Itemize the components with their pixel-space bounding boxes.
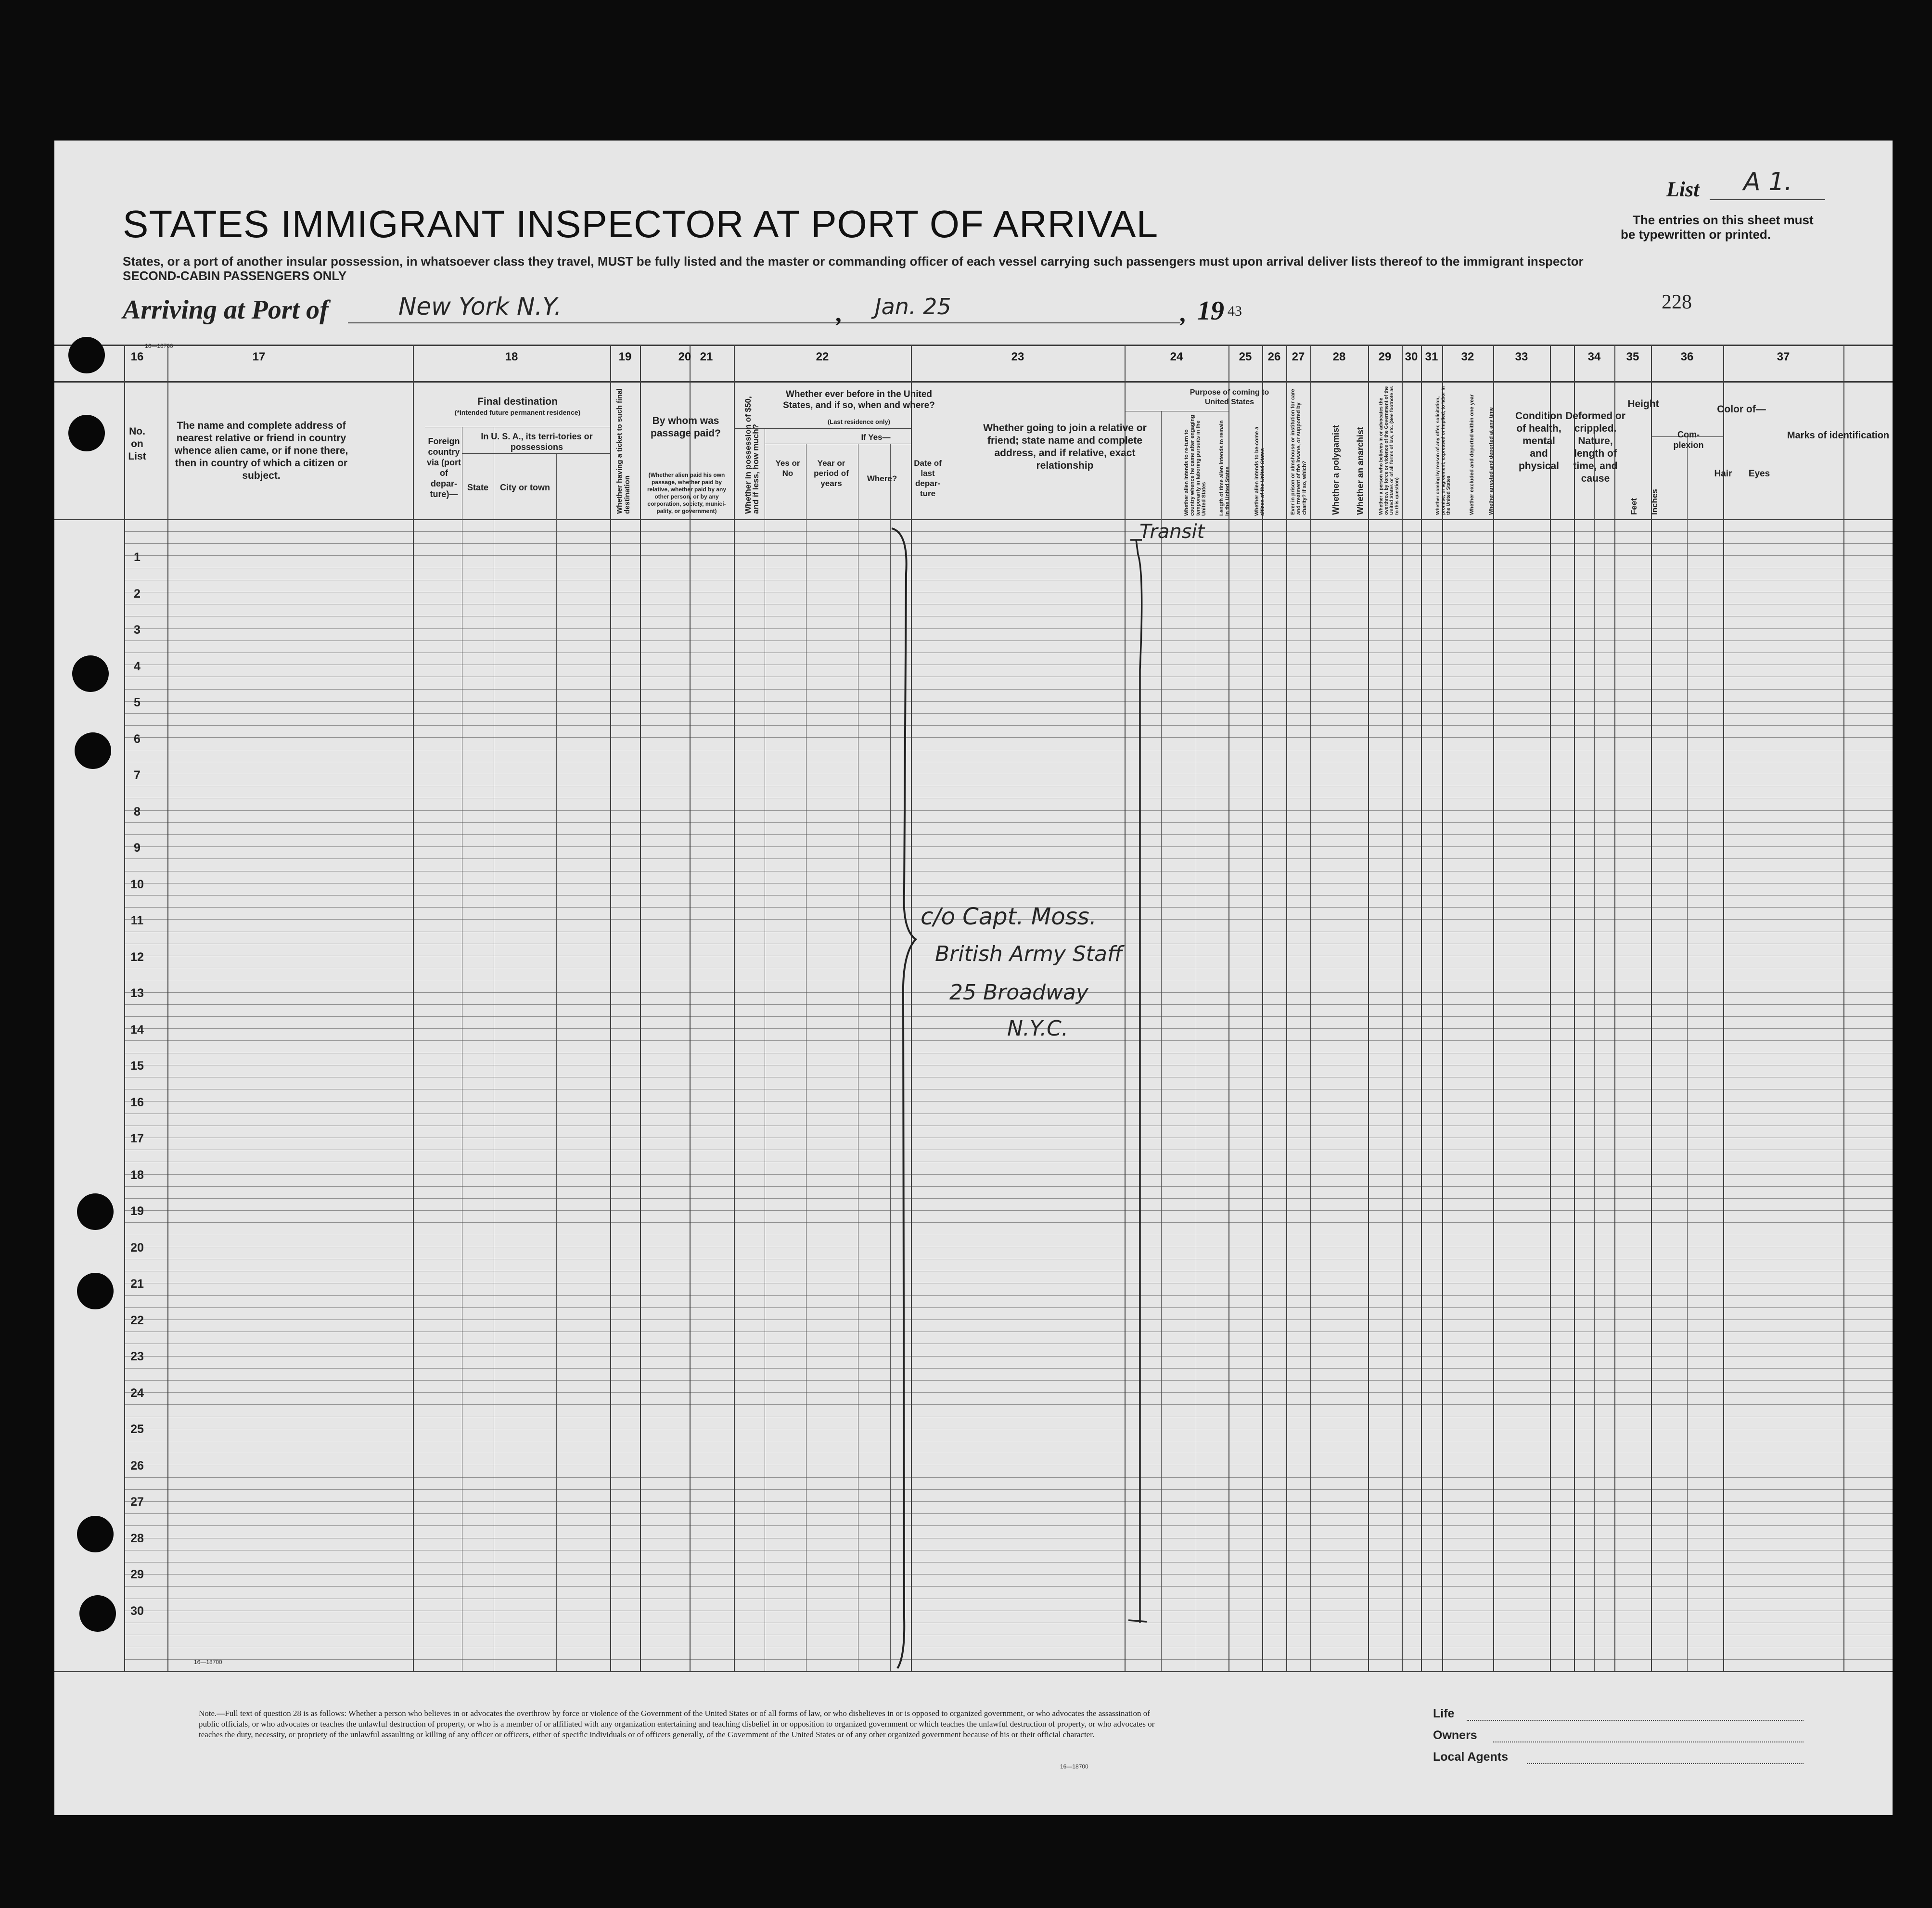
comma-separator: ,: [836, 300, 843, 327]
page-number: 228: [1662, 291, 1692, 313]
header-passage-paid: By whom was passage paid?: [651, 415, 721, 439]
col-num-30: 30: [1405, 350, 1418, 363]
punch-hole: [79, 1595, 116, 1632]
header-no-on-list: No. on List: [128, 426, 146, 462]
col-num-19: 19: [618, 350, 632, 363]
instruction-line-1: States, or a port of another insular possession, in whatsoever class they travel, MUST be fully listed and the master or commanding officer of each vessel carrying such passengers must upon arrival deliver lists thereof to the immigrant inspector: [123, 254, 1584, 269]
header-ever-before-sub: (Last residence only): [827, 418, 891, 425]
row-number: 18: [130, 1168, 144, 1182]
row-number: 9: [134, 841, 141, 855]
comma-separator-2: ,: [1180, 300, 1187, 327]
handwritten-address-1: c/o Capt. Moss.: [921, 903, 1097, 930]
local-agents-label: Local Agents: [1433, 1750, 1509, 1764]
row-number: 16: [130, 1095, 144, 1109]
col-num-37: 37: [1777, 350, 1790, 363]
form-sheet: [54, 141, 1893, 1815]
handwritten-address-4: N.Y.C.: [1007, 1016, 1068, 1041]
col-num-32: 32: [1461, 350, 1474, 363]
punch-hole: [75, 732, 111, 769]
col-num-31: 31: [1425, 350, 1438, 363]
row-number: 3: [134, 623, 141, 637]
col-num-21: 21: [700, 350, 713, 363]
row-number: 27: [130, 1495, 144, 1509]
header-possession-50: Whether in possession of $50, and if less, how much?: [743, 396, 760, 514]
row-number: 8: [134, 805, 141, 819]
header-state: State: [467, 483, 488, 492]
row-number: 24: [130, 1386, 144, 1400]
header-color-of: Color of—: [1717, 404, 1766, 415]
header-usa: In U. S. A., its terri-tories or possessions: [481, 432, 593, 452]
col-num-22: 22: [816, 350, 829, 363]
header-height: Height: [1627, 398, 1659, 410]
ditto-line-mark: [1128, 540, 1147, 1623]
col-num-36: 36: [1680, 350, 1694, 363]
form-number-note: 16—18700: [1060, 1763, 1088, 1770]
handwritten-address-2: British Army Staff: [935, 942, 1123, 966]
row-number: 1: [134, 551, 141, 564]
header-join-relative: Whether going to join a relative or friend; state name and complete address, and if relative, exact relationship: [983, 423, 1147, 471]
year-prefix: 19: [1197, 296, 1224, 326]
punch-hole: [68, 415, 105, 451]
row-number: 13: [130, 986, 144, 1000]
row-number: 11: [130, 914, 144, 927]
port-value: New York N.Y.: [398, 293, 562, 320]
row-number: 14: [130, 1023, 144, 1037]
col-num-26: 26: [1267, 350, 1281, 363]
header-question-28: Whether a person who believes in or advocates the overthrow by force or violence of the Government of the United States or of all forms of law, etc. (See footnote as to this question): [1379, 386, 1400, 515]
form-number-top: 16—18700: [145, 343, 173, 349]
header-nearest-relative: The name and complete address of nearest relative or friend in country whence alien came, or if none there, then in country of which a citizen or subject.: [174, 420, 348, 481]
header-if-yes: If Yes—: [861, 433, 891, 442]
header-purpose-length: Length of time alien intends to remain in the United States: [1219, 420, 1230, 516]
header-arrested: Whether arrested and deported at any time: [1488, 407, 1494, 515]
handwritten-address-3: 25 Broadway: [949, 980, 1089, 1005]
col-num-27: 27: [1292, 350, 1305, 363]
header-deformed: Deformed or crippled. Nature, length of time, and cause: [1565, 410, 1625, 484]
header-eyes: Eyes: [1748, 469, 1770, 479]
row-number: 22: [130, 1313, 144, 1327]
entries-note-1: The entries on this sheet must: [1633, 213, 1814, 227]
header-ticket: Whether having a ticket to such final destination: [615, 388, 631, 514]
header-inches: Inches: [1650, 489, 1659, 515]
row-number: 29: [130, 1568, 144, 1581]
instruction-line-2: SECOND-CABIN PASSENGERS ONLY: [123, 269, 347, 283]
year-suffix: 43: [1228, 303, 1242, 319]
header-complexion: Com-plexion: [1673, 430, 1704, 450]
punch-hole: [77, 1193, 114, 1230]
header-excluded: Whether excluded and deported within one year: [1469, 394, 1475, 515]
row-number: 21: [130, 1277, 144, 1291]
row-number: 15: [130, 1059, 144, 1073]
row-number: 19: [130, 1204, 144, 1218]
row-number: 30: [130, 1604, 144, 1618]
col-num-35: 35: [1626, 350, 1639, 363]
punch-hole: [77, 1516, 114, 1552]
owners-label: Owners: [1433, 1729, 1477, 1742]
life-line: [1467, 1720, 1804, 1721]
row-number: 17: [130, 1132, 144, 1145]
punch-hole: [77, 1273, 114, 1309]
header-purpose-citizen: Whether alien intends to be-come a citizen of the United States: [1254, 426, 1266, 516]
header-passage-paid-sub: (Whether alien paid his own passage, whether paid by relative, whether paid by any other person, or by any corporation, society, munici-pality, or government): [647, 472, 727, 514]
header-date-departure: Date of last depar-ture: [914, 459, 942, 498]
row-number: 7: [134, 768, 141, 782]
list-value: A 1.: [1743, 167, 1792, 196]
header-hair: Hair: [1714, 469, 1732, 479]
header-yes-or-no: Yes or No: [775, 459, 800, 478]
header-final-destination-sub: (*Intended future permanent residence): [454, 409, 581, 416]
header-anarchist: Whether an anarchist: [1356, 426, 1365, 515]
row-number: 6: [134, 732, 141, 746]
header-foreign-country: Foreign country via (port of depar-ture)—: [426, 436, 461, 499]
col-num-29: 29: [1378, 350, 1392, 363]
header-city: City or town: [500, 483, 550, 492]
col-num-23: 23: [1011, 350, 1024, 363]
entries-note-2: be typewritten or printed.: [1621, 227, 1771, 242]
header-prison: Ever in prison or almshouse or institution for care and treatment of the insane, or supported by charity? If so, which?: [1290, 389, 1307, 515]
header-feet: Feet: [1629, 498, 1638, 515]
col-num-33: 33: [1515, 350, 1528, 363]
punch-hole: [68, 337, 105, 373]
header-ever-before: Whether ever before in the United States, and if so, when and where?: [783, 389, 935, 410]
row-number: 2: [134, 587, 141, 601]
header-where: Where?: [867, 474, 897, 483]
header-polygamist: Whether a polygamist: [1331, 424, 1341, 515]
header-year-period: Year or period of years: [814, 459, 849, 488]
handwritten-transit: Transit: [1139, 521, 1205, 543]
col-num-18: 18: [505, 350, 518, 363]
col-num-34: 34: [1587, 350, 1601, 363]
date-value: Jan. 25: [875, 294, 951, 320]
header-offer-labor: Whether coming by reason of any offer, solicitation, promise, or agreement, expressed or implied, to labor in the United States: [1435, 386, 1451, 515]
local-agents-line: [1527, 1763, 1804, 1764]
row-number: 5: [134, 696, 141, 709]
row-number: 25: [130, 1422, 144, 1436]
footnote: Note.—Full text of question 28 is as follows: Whether a person who believes in or advocates the overthrow by force or violence of the Government of the United States or of all forms of law, or who disbelieves in or is opposed to organized government, or who advocates the assassination of public officials, or who advocates or teaches the unlawful destruction of property, or who is a member of or affiliated with any organization entertaining and teaching disbelief in or opposition to organized government or which teaches the unlawful destruction of property, or who advocates or teaches the duty, necessity, or propriety of the unlawful assaulting or killing of any officer or officers, either of specific individuals or of officers generally, of the Government of the United States or of any other organized government because of his or their official character.: [199, 1709, 1155, 1739]
row-number: 28: [130, 1531, 144, 1545]
header-health: Condition of health, mental and physical: [1515, 410, 1562, 472]
arriving-label: Arriving at Port of: [123, 295, 329, 325]
row-number: 20: [130, 1241, 144, 1255]
col-num-24: 24: [1170, 350, 1183, 363]
header-purpose: Purpose of coming to United States: [1190, 388, 1269, 406]
col-num-17: 17: [252, 350, 266, 363]
row-number: 10: [130, 877, 144, 891]
punch-hole: [72, 655, 109, 692]
row-number: 4: [134, 659, 141, 673]
list-label: List: [1666, 178, 1700, 201]
brace-mark: [892, 528, 916, 1668]
form-number-bottom: 16—18700: [194, 1659, 222, 1665]
handwritten-marks: [54, 141, 1893, 1815]
row-number: 12: [130, 950, 144, 964]
life-label: Life: [1433, 1707, 1455, 1720]
header-purpose-return: Whether alien intends to re-turn to country whence he came after engaging temporarily in laboring pursuits in the United States: [1184, 415, 1207, 516]
page-title: STATES IMMIGRANT INSPECTOR AT PORT OF ARRIVAL: [123, 203, 1159, 245]
row-number: 23: [130, 1350, 144, 1363]
col-num-28: 28: [1332, 350, 1346, 363]
row-number: 26: [130, 1459, 144, 1473]
col-num-25: 25: [1239, 350, 1252, 363]
header-marks: Marks of identification: [1787, 430, 1890, 441]
col-num-20: 20: [678, 350, 691, 363]
col-num-16: 16: [130, 350, 144, 363]
header-final-destination: Final destination: [477, 396, 558, 407]
